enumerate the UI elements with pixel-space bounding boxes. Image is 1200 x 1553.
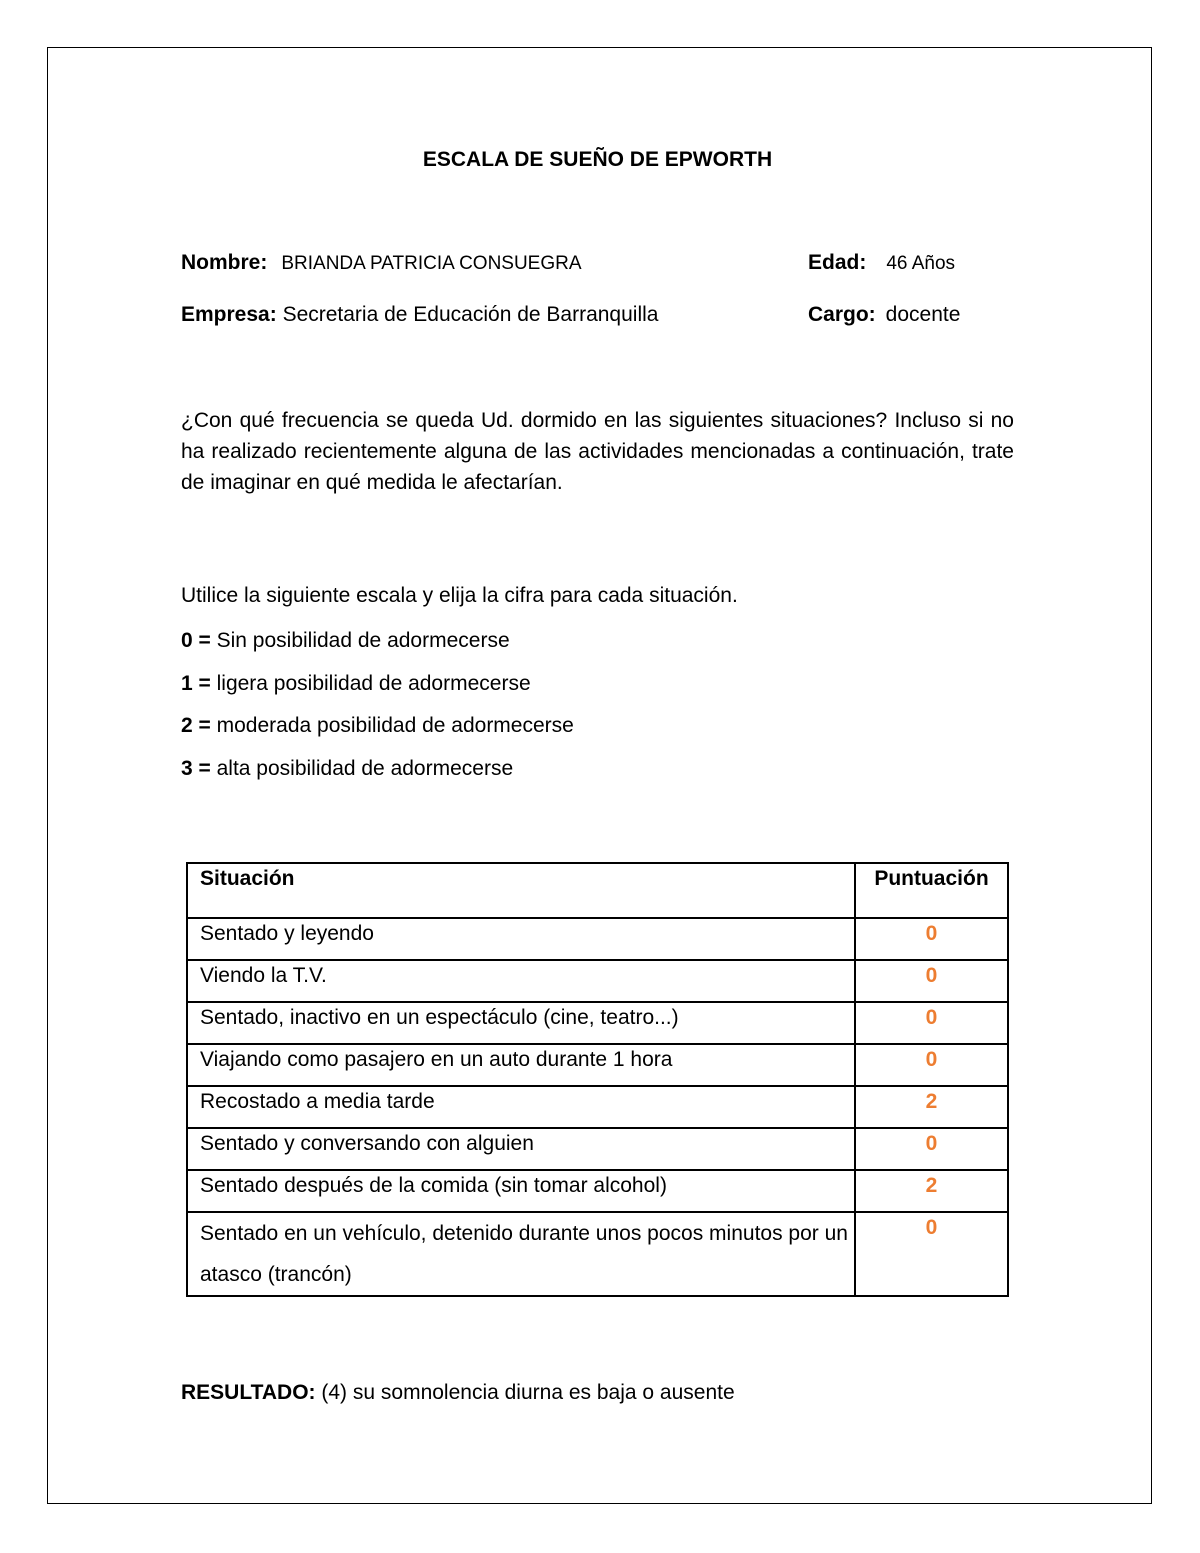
cargo-label: Cargo: bbox=[808, 303, 876, 326]
situation-cell: Sentado después de la comida (sin tomar alcohol) bbox=[187, 1170, 855, 1212]
table-row bbox=[187, 960, 1008, 1002]
situation-cell: Sentado, inactivo en un espectáculo (cine, teatro...) bbox=[187, 1002, 855, 1044]
scale-text: moderada posibilidad de adormecerse bbox=[210, 714, 574, 737]
score-cell: 0 bbox=[855, 918, 1008, 960]
result-line bbox=[181, 1381, 735, 1405]
result-text: (4) su somnolencia diurna es baja o ausente bbox=[315, 1381, 735, 1404]
intro-paragraph: ¿Con qué frecuencia se queda Ud. dormido en las siguientes situaciones? Incluso si no ha realizado recientemente alguna de las actividades mencionadas a continuación, trate de imaginar en qué medida le afectarían. bbox=[181, 409, 1014, 494]
score-cell: 2 bbox=[855, 1170, 1008, 1212]
scale-item bbox=[181, 672, 531, 696]
empresa-row bbox=[181, 303, 658, 327]
scale-item bbox=[181, 757, 513, 781]
scale-key: 1 = bbox=[181, 672, 211, 695]
situation-cell: Recostado a media tarde bbox=[187, 1086, 855, 1128]
header-situacion: Situación bbox=[187, 863, 855, 918]
nombre-label: Nombre: bbox=[181, 251, 268, 274]
epworth-table bbox=[186, 862, 1009, 1297]
empresa-label: Empresa: bbox=[181, 303, 277, 326]
situation-cell: Sentado y conversando con alguien bbox=[187, 1128, 855, 1170]
score-cell: 0 bbox=[855, 1128, 1008, 1170]
result-label: RESULTADO: bbox=[181, 1381, 316, 1404]
scale-key: 2 = bbox=[181, 714, 211, 737]
table-row bbox=[187, 1128, 1008, 1170]
scale-instruction: Utilice la siguiente escala y elija la cifra para cada situación. bbox=[181, 584, 738, 607]
scale-key: 3 = bbox=[181, 757, 211, 780]
edad-label: Edad: bbox=[808, 251, 867, 274]
scale-key: 0 = bbox=[181, 629, 211, 652]
scale-text: alta posibilidad de adormecerse bbox=[210, 757, 514, 780]
cargo-value: docente bbox=[885, 303, 961, 326]
score-cell: 0 bbox=[855, 1002, 1008, 1044]
score-cell: 2 bbox=[855, 1086, 1008, 1128]
situation-cell: Viajando como pasajero en un auto durante 1 hora bbox=[187, 1044, 855, 1086]
scale-text: Sin posibilidad de adormecerse bbox=[210, 629, 510, 652]
empresa-value: Secretaria de Educación de Barranquilla bbox=[282, 303, 659, 326]
table-row bbox=[187, 1212, 1008, 1296]
table-row bbox=[187, 1086, 1008, 1128]
situation-cell: Viendo la T.V. bbox=[187, 960, 855, 1002]
scale-item bbox=[181, 629, 510, 653]
table-row bbox=[187, 1044, 1008, 1086]
score-cell: 0 bbox=[855, 1044, 1008, 1086]
table-header-row bbox=[187, 863, 1008, 918]
table-row bbox=[187, 1170, 1008, 1212]
nombre-row bbox=[181, 251, 582, 275]
situation-cell: Sentado y leyendo bbox=[187, 918, 855, 960]
situation-cell: Sentado en un vehículo, detenido durante unos pocos minutos por un atasco (trancón) bbox=[187, 1212, 855, 1296]
edad-value: 46 Años bbox=[886, 253, 956, 274]
table-row bbox=[187, 918, 1008, 960]
document-title: ESCALA DE SUEÑO DE EPWORTH bbox=[422, 148, 773, 171]
scale-text: ligera posibilidad de adormecerse bbox=[210, 672, 531, 695]
table-row bbox=[187, 1002, 1008, 1044]
cargo-row bbox=[808, 303, 960, 327]
header-puntuacion: Puntuación bbox=[855, 863, 1008, 918]
score-cell: 0 bbox=[855, 1212, 1008, 1296]
edad-row bbox=[808, 251, 955, 275]
scale-item bbox=[181, 714, 574, 738]
nombre-value: BRIANDA PATRICIA CONSUEGRA bbox=[281, 253, 582, 274]
score-cell: 0 bbox=[855, 960, 1008, 1002]
